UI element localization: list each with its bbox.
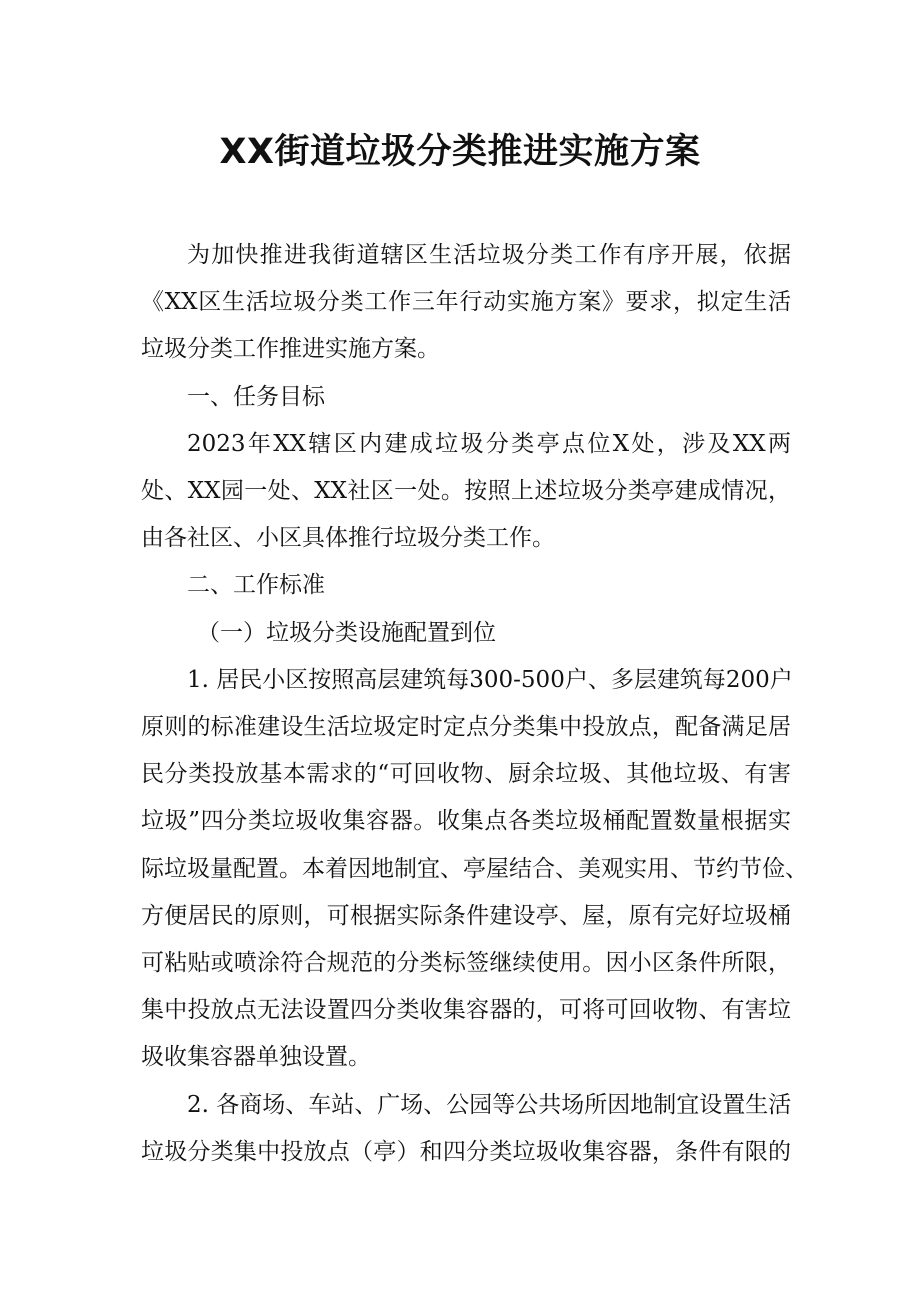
text-line: 可粘贴或喷涂符合规范的分类标签继续使用。因小区条件所限， [141, 950, 791, 977]
section-heading-task-goals: 一、任务目标 [187, 383, 325, 410]
text-line: 圾收集容器单独设置。 [141, 1044, 371, 1071]
text-line: 2023年XX辖区内建成垃圾分类亭点位X处，涉及XX两 [187, 430, 791, 457]
text-line: 由各社区、小区具体推行垃圾分类工作。 [141, 525, 555, 552]
text-line: 原则的标准建设生活垃圾定时定点分类集中投放点，配备满足居 [141, 714, 791, 741]
task-goals-paragraph [141, 421, 791, 563]
document-title: XX街道垃圾分类推进实施方案 [219, 132, 701, 172]
text-line: 际垃圾量配置。本着因地制宜、亭屋结合、美观实用、节约节俭、 [141, 855, 808, 882]
document-body [141, 232, 808, 1176]
subsection-heading-facilities: （一）垃圾分类设施配置到位 [197, 619, 496, 646]
text-line: 1. 居民小区按照高层建筑每300-500户、多层建筑每200户 [187, 666, 793, 693]
text-line: 垃圾分类集中投放点（亭）和四分类垃圾收集容器，条件有限的 [141, 1138, 791, 1165]
text-line: 民分类投放基本需求的“可回收物、厨余垃圾、其他垃圾、有害 [141, 761, 791, 788]
text-line: 2. 各商场、车站、广场、公园等公共场所因地制宜设置生活 [187, 1091, 792, 1118]
text-line: 《XX区生活垃圾分类工作三年行动实施方案》要求，拟定生活 [141, 289, 791, 316]
text-line: 垃圾”四分类垃圾收集容器。收集点各类垃圾桶配置数量根据实 [141, 808, 791, 835]
text-line: 方便居民的原则，可根据实际条件建设亭、屋，原有完好垃圾桶 [141, 902, 791, 929]
section-heading-work-standards: 二、工作标准 [187, 572, 325, 599]
text-line: 处、XX园一处、XX社区一处。按照上述垃圾分类亭建成情况， [141, 478, 791, 505]
text-line: 集中投放点无法设置四分类收集容器的，可将可回收物、有害垃 [141, 997, 791, 1024]
text-line: 为加快推进我街道辖区生活垃圾分类工作有序开展，依据 [187, 242, 791, 268]
item2-paragraph [141, 1082, 791, 1176]
intro-paragraph [141, 232, 791, 374]
item1-paragraph [141, 657, 808, 1082]
text-line: 垃圾分类工作推进实施方案。 [141, 336, 440, 363]
